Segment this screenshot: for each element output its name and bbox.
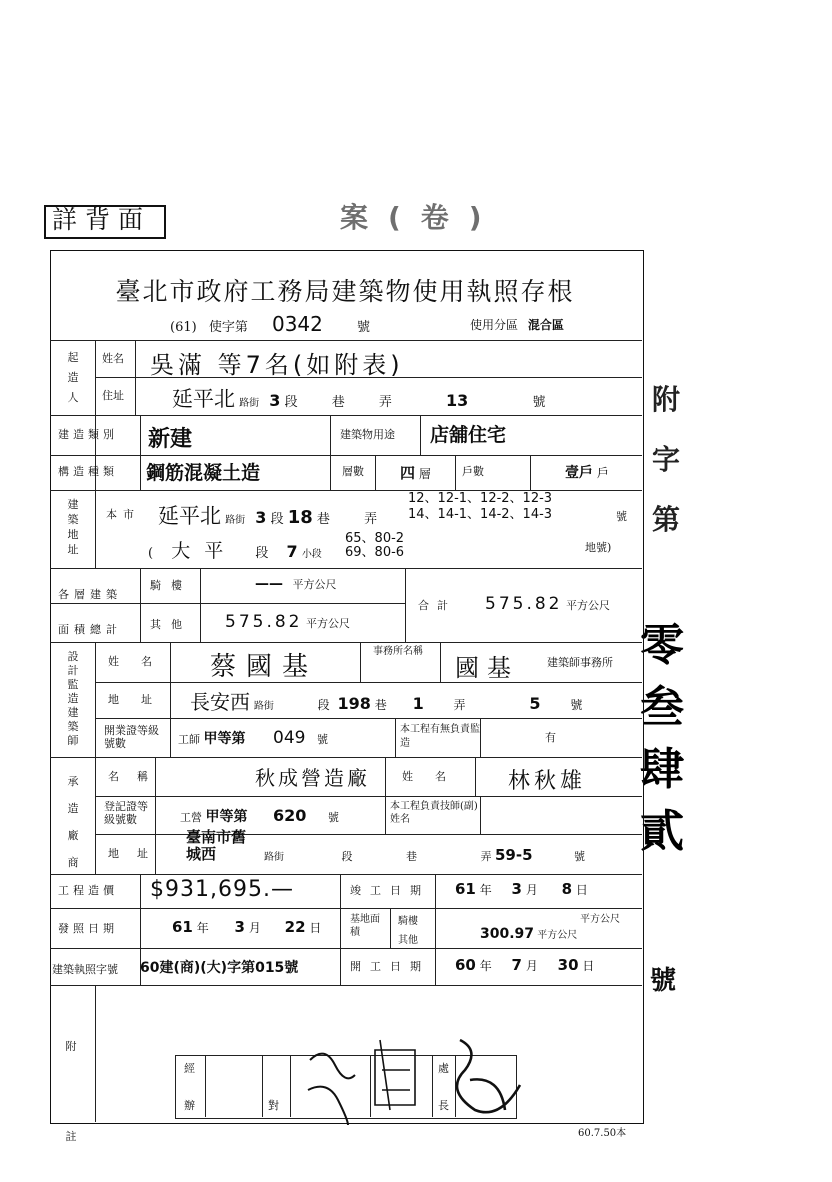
issue-day: 22 (284, 918, 306, 936)
rule (262, 1055, 263, 1117)
completion-day-word: 日 (575, 883, 588, 897)
applicant-section-label: 起造人 (67, 351, 79, 404)
rule (200, 568, 201, 642)
signoff-label-3: 對 (268, 1099, 279, 1112)
architect-section-label: 設計監造建築師 (67, 650, 79, 747)
site-lane-no: 18 (287, 507, 313, 528)
units-value: 壹戶 (565, 465, 593, 481)
architect-license-grade: 甲等第 (203, 731, 246, 747)
permit-value: 60建(商)(大)字第015號 (140, 960, 299, 976)
site-numbers (408, 491, 552, 523)
rule (405, 568, 406, 642)
contractor-register-grade: 甲等第 (205, 809, 248, 825)
contractor-name-label: 名稱 (108, 770, 166, 783)
contractor-register (180, 806, 339, 826)
architect-road: 長安西 (190, 690, 250, 714)
applicant-section-no: 3 (269, 391, 281, 410)
zone-line (470, 316, 564, 333)
architect-no-word: 號 (570, 698, 583, 712)
architect-address-label: 地址 (108, 693, 174, 706)
site-land-subsection-word: 小段 (301, 549, 322, 560)
rule (390, 908, 391, 948)
base-other-label: 其他 (398, 935, 418, 946)
category-value: 新建 (148, 427, 193, 452)
permit-number-line (170, 312, 370, 336)
contractor-register-type: 工營 (180, 811, 202, 824)
applicant-name-value: 吳滿 等7名(如附表) (150, 351, 404, 379)
signoff-label-2: 辦 (184, 1099, 195, 1112)
rule (330, 455, 331, 490)
architect-lane-no: 198 (337, 694, 371, 713)
print-code: 60.7.50本 (578, 1128, 627, 1139)
site-land-subsection: 7 (286, 542, 298, 561)
site-land-lots (345, 532, 404, 560)
rule (330, 415, 331, 455)
area-label (58, 577, 138, 647)
rule (420, 415, 421, 455)
rule (360, 642, 361, 682)
base-other-value: 300.97 (480, 926, 535, 942)
architect-supervisor-value: 有 (545, 731, 556, 744)
signoff-label-5: 長 (438, 1099, 449, 1112)
completion-date (455, 880, 588, 898)
contractor-lane-word: 巷 (406, 850, 417, 863)
rule (375, 455, 376, 490)
issue-day-word: 日 (309, 921, 322, 935)
issue-date (172, 918, 321, 936)
units-label: 戶數 (462, 465, 484, 478)
area-arcade-label: 騎樓 (150, 579, 192, 592)
permit-prefix: 使字第 (208, 320, 248, 335)
site-numbers-line1: 12、12-1、12-2、12-3 (408, 491, 553, 506)
site-section-word: 段 (270, 512, 284, 527)
area-label-line2: 面積總計 (58, 623, 122, 636)
completion-day: 8 (561, 880, 573, 898)
rule (95, 682, 642, 683)
site-land-lots-line2: 69、80-6 (345, 545, 405, 560)
completion-year: 61 (455, 880, 476, 898)
start-date (455, 956, 594, 974)
margin-side-char: 字 (652, 443, 681, 476)
issue-label: 發照日期 (58, 922, 118, 935)
use-label: 建築物用途 (340, 428, 395, 441)
base-arcade-field (490, 910, 620, 925)
applicant-road: 延平北 (172, 387, 235, 411)
site-section-label: 建築地址 (67, 498, 79, 556)
floors-label: 層數 (342, 465, 364, 478)
units-unit: 戶 (596, 466, 609, 480)
architect-alley-no: 1 (412, 694, 424, 713)
rule (385, 757, 386, 796)
contractor-no-word: 號 (574, 850, 586, 863)
applicant-no-word: 號 (532, 395, 546, 410)
rule (480, 796, 481, 834)
start-year-word: 年 (479, 959, 492, 973)
permit-label: 建築執照字號 (52, 963, 118, 976)
signoff-label-1: 經 (184, 1062, 195, 1075)
use-value: 店舖住宅 (430, 424, 507, 446)
margin-stamp: 零叁肆貳 (640, 620, 684, 857)
area-total-unit: 平方公尺 (565, 599, 610, 612)
margin-side-char: 第 (652, 503, 681, 536)
architect-section-word: 段 (317, 698, 330, 712)
architect-name-value: 蔡國基 (210, 652, 319, 682)
rule (385, 796, 386, 834)
completion-year-word: 年 (479, 883, 492, 897)
rule (480, 718, 481, 757)
start-day: 30 (557, 956, 579, 974)
floors-field (400, 462, 431, 483)
architect-license-type: 工師 (178, 733, 200, 746)
completion-month: 3 (511, 880, 522, 898)
applicant-road-suffix: 路街 (239, 398, 260, 409)
base-arcade-unit: 平方公尺 (580, 914, 620, 925)
architect-license-suffix: 號 (316, 733, 328, 746)
area-other-field (225, 612, 350, 632)
signature-marks (290, 1020, 530, 1130)
architect-house-no: 5 (529, 694, 541, 713)
applicant-section-word: 段 (284, 395, 298, 410)
architect-office-suffix: 建築師事務所 (547, 656, 613, 669)
floors-value: 四 (400, 464, 416, 482)
header-stamp-label: 詳背面 (52, 205, 152, 234)
architect-license (178, 728, 328, 748)
rule (440, 642, 441, 682)
architect-office-value: 國基 (455, 654, 519, 682)
start-label: 開工日期 (350, 960, 430, 973)
site-road: 延平北 (158, 504, 221, 528)
structure-value: 鋼筋混凝土造 (146, 462, 261, 484)
rule (50, 985, 642, 986)
margin-side-text (652, 370, 682, 550)
site-land-open: ( (148, 546, 154, 561)
area-total-field (485, 594, 610, 614)
area-total-value: 575.82 (485, 594, 563, 614)
contractor-section-label: 承造廠商 (67, 775, 79, 869)
architect-alley-word: 弄 (453, 698, 466, 712)
structure-label: 構造種類 (58, 465, 118, 478)
contractor-alley-word: 弄 (480, 850, 492, 863)
base-arcade-label: 騎樓 (398, 916, 418, 927)
area-arcade-field (255, 576, 337, 592)
base-other-unit: 平方公尺 (537, 930, 578, 941)
site-section-no: 3 (255, 508, 267, 527)
applicant-address-label: 住址 (102, 389, 124, 402)
cost-value: $931,695.— (150, 877, 294, 902)
rule (95, 718, 642, 719)
site-city-label: 本市 (106, 508, 140, 521)
architect-lane-word: 巷 (374, 698, 387, 712)
start-day-word: 日 (582, 959, 595, 973)
architect-office-label: 事務所名稱 (373, 646, 423, 657)
area-arcade-value: —— (255, 576, 283, 592)
signoff-label-4: 處 (438, 1062, 449, 1075)
site-land-suffix: 地號) (585, 541, 612, 554)
architect-road-suffix: 路街 (253, 701, 274, 712)
architect-license-no: 049 (273, 728, 306, 748)
contractor-address-city: 臺南市舊城西 (186, 828, 247, 863)
applicant-house-no: 13 (446, 391, 469, 410)
area-label-line1: 各層建築 (58, 588, 122, 601)
rule (50, 490, 642, 491)
site-land-lots-line1: 65、80-2 (345, 531, 405, 546)
rule (140, 568, 141, 642)
zone-value: 混合區 (527, 318, 564, 332)
contractor-register-label: 登記證等級號數 (104, 800, 148, 826)
area-other-unit: 平方公尺 (305, 617, 350, 630)
rule (475, 757, 476, 796)
rule (135, 340, 136, 415)
rule (50, 757, 642, 758)
applicant-lane-word: 巷 (331, 395, 345, 410)
completion-label: 竣工日期 (350, 884, 430, 897)
applicant-alley-word: 弄 (378, 395, 392, 410)
rule (530, 455, 531, 490)
rule (95, 985, 96, 1122)
rule (95, 834, 642, 835)
rule (50, 874, 642, 875)
rule (50, 568, 642, 569)
start-month-word: 月 (525, 959, 538, 973)
top-scribble: 案(卷) (340, 201, 502, 234)
cost-label: 工程造價 (58, 884, 118, 897)
base-other-field (480, 926, 577, 942)
architect-license-label: 開業證等級號數 (104, 724, 159, 750)
contractor-address-rest (264, 846, 634, 864)
contractor-register-no: 620 (273, 806, 307, 825)
area-other-label: 其他 (150, 618, 192, 631)
applicant-name-label: 姓名 (102, 352, 124, 365)
site-alley-word: 弄 (364, 512, 378, 527)
rule (395, 718, 396, 757)
contractor-register-suffix: 號 (327, 811, 339, 824)
rule (95, 490, 96, 568)
contractor-engineer-label: 本工程負責技師(副)姓名 (390, 801, 478, 825)
rule (455, 455, 456, 490)
base-label: 基地面積 (350, 914, 380, 938)
units-field (565, 462, 609, 482)
permit-year: (61) (170, 320, 197, 335)
category-label: 建造類別 (58, 428, 118, 441)
rule (50, 908, 642, 909)
issue-month: 3 (234, 918, 245, 936)
contractor-address-label: 地址 (108, 847, 166, 860)
rule (435, 874, 436, 985)
contractor-owner-value: 林秋雄 (508, 769, 587, 794)
area-total-label: 合計 (418, 599, 456, 612)
margin-side-char-2: 號 (650, 966, 677, 996)
remarks-label: 附註 (65, 1040, 77, 1143)
zone-label: 使用分區 (470, 318, 519, 332)
site-road-suffix: 路街 (225, 515, 246, 526)
issue-year-word: 年 (196, 921, 209, 935)
rule (205, 1055, 206, 1117)
permit-suffix: 號 (357, 320, 371, 335)
site-numbers-line2: 14、14-1、14-2、14-3 (408, 507, 553, 522)
rule (50, 455, 642, 456)
rule (95, 796, 642, 797)
rule (340, 874, 341, 985)
architect-address (190, 686, 635, 715)
area-other-value: 575.82 (225, 612, 303, 632)
site-no-word: 號 (616, 510, 627, 523)
architect-supervisor-label: 本工程有無負責監造 (400, 724, 480, 749)
site-land-district: 大平 (171, 540, 238, 562)
start-month: 7 (511, 956, 522, 974)
contractor-section-word: 段 (341, 850, 353, 863)
rule (50, 948, 642, 949)
completion-month-word: 月 (525, 883, 538, 897)
margin-side-char: 附 (652, 383, 681, 416)
form-title: 臺北市政府工務局建築物使用執照存根 (115, 277, 575, 306)
start-year: 60 (455, 956, 476, 974)
site-lane-word: 巷 (316, 512, 330, 527)
contractor-owner-label: 姓名 (402, 770, 468, 783)
rule (140, 415, 141, 490)
site-land-line (148, 536, 322, 563)
contractor-house-no: 59-5 (495, 846, 533, 864)
rule (95, 642, 96, 874)
rule (50, 415, 642, 416)
issue-month-word: 月 (248, 921, 261, 935)
permit-number: 0342 (271, 312, 323, 336)
applicant-address (172, 383, 632, 413)
area-arcade-unit: 平方公尺 (292, 578, 337, 591)
floors-unit: 層 (418, 467, 431, 481)
site-road-line (158, 500, 377, 530)
rule (50, 642, 642, 643)
contractor-name-value: 秋成營造廠 (255, 766, 370, 790)
issue-year: 61 (172, 918, 193, 936)
site-land-section-word: 段 (255, 546, 269, 561)
contractor-road-suffix: 路街 (264, 852, 284, 863)
rule (50, 340, 642, 341)
architect-name-label: 姓名 (108, 655, 174, 668)
